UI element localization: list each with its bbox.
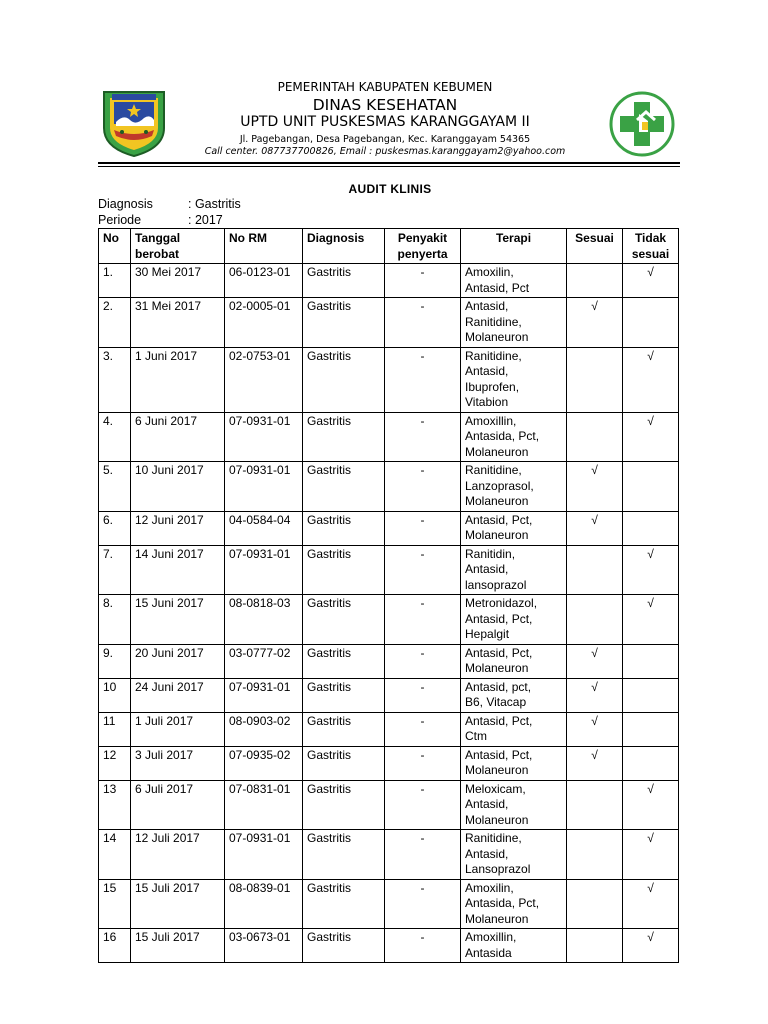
row-therapy xyxy=(461,644,567,678)
therapy-line: Antasid, Pct, xyxy=(465,512,533,527)
row-appropriate-mark xyxy=(567,879,623,929)
row-rm: 07-0931-01 xyxy=(225,412,303,462)
row-appropriate-mark xyxy=(567,830,623,880)
therapy-line: Ranitidine, xyxy=(465,463,522,477)
header-not-line2: sesuai xyxy=(631,246,670,261)
row-appropriate-mark xyxy=(567,929,623,963)
header-not-line1: Tidak xyxy=(634,231,667,245)
row-date: 6 Juni 2017 xyxy=(131,412,225,462)
row-no: 3. xyxy=(99,347,131,412)
row-date: 14 Juni 2017 xyxy=(131,545,225,595)
row-comorbid: - xyxy=(385,412,461,462)
row-not-appropriate-mark xyxy=(623,712,679,746)
row-date: 24 Juni 2017 xyxy=(131,678,225,712)
header-comorbid-line1: Penyakit xyxy=(397,231,448,245)
row-not-appropriate-mark: √ xyxy=(623,929,679,963)
row-date: 12 Juli 2017 xyxy=(131,830,225,880)
row-comorbid: - xyxy=(385,830,461,880)
government-line: PEMERINTAH KABUPATEN KEBUMEN xyxy=(277,80,493,94)
row-date: 30 Mei 2017 xyxy=(131,264,225,298)
therapy-line: Metronidazol, xyxy=(465,596,538,610)
table-row xyxy=(99,347,679,412)
row-comorbid: - xyxy=(385,264,461,298)
row-not-appropriate-mark xyxy=(623,678,679,712)
row-rm: 07-0931-01 xyxy=(225,545,303,595)
row-comorbid: - xyxy=(385,511,461,545)
row-comorbid: - xyxy=(385,678,461,712)
address-line: Jl. Pagebangan, Desa Pagebangan, Kec. Karanggayam 54365 xyxy=(239,134,531,145)
therapy-line: Molaneuron xyxy=(465,812,529,827)
therapy-line: Amoxilin, xyxy=(465,265,514,279)
therapy-line: Antasid, xyxy=(465,846,509,861)
table-row xyxy=(99,746,679,780)
therapy-line: Ranitidin, xyxy=(465,546,516,561)
therapy-line: Molaneuron xyxy=(465,330,529,344)
audit-table xyxy=(98,228,679,963)
table-row xyxy=(99,545,679,595)
row-comorbid: - xyxy=(385,929,461,963)
row-date: 15 Juli 2017 xyxy=(131,879,225,929)
row-therapy xyxy=(461,780,567,830)
row-rm: 07-0931-01 xyxy=(225,462,303,512)
row-diagnosis: Gastritis xyxy=(303,347,385,412)
row-rm: 02-0005-01 xyxy=(225,298,303,348)
therapy-line: Amoxilin, xyxy=(465,880,514,895)
row-diagnosis: Gastritis xyxy=(303,412,385,462)
row-rm: 08-0818-03 xyxy=(225,595,303,645)
row-therapy xyxy=(461,511,567,545)
header-date-line2: berobat xyxy=(135,246,180,261)
row-therapy xyxy=(461,545,567,595)
letterhead-rule-thin xyxy=(98,166,680,167)
therapy-line: Molaneuron xyxy=(465,444,529,459)
therapy-line: Antasid, Pct xyxy=(465,280,530,295)
table-row xyxy=(99,678,679,712)
table-row xyxy=(99,298,679,348)
row-diagnosis: Gastritis xyxy=(303,830,385,880)
header-date-line1: Tanggal xyxy=(135,231,181,245)
diagnosis-value: : Gastritis xyxy=(188,197,241,211)
therapy-line: Antasid, xyxy=(465,562,509,576)
row-diagnosis: Gastritis xyxy=(303,545,385,595)
therapy-line: Ibuprofen, xyxy=(465,379,520,394)
contact-line: Call center. 087737700826, Email : puskesmas.karanggayam2@yahoo.com xyxy=(204,146,566,157)
therapy-line: Amoxillin, xyxy=(465,413,517,428)
table-row xyxy=(99,780,679,830)
row-therapy xyxy=(461,830,567,880)
header-comorbid xyxy=(385,229,461,264)
row-not-appropriate-mark: √ xyxy=(623,545,679,595)
table-row xyxy=(99,830,679,880)
row-rm: 07-0931-01 xyxy=(225,830,303,880)
table-row xyxy=(99,712,679,746)
row-not-appropriate-mark: √ xyxy=(623,264,679,298)
row-appropriate-mark: √ xyxy=(567,462,623,512)
table-row xyxy=(99,595,679,645)
therapy-line: Ranitidine, xyxy=(465,348,522,363)
row-comorbid: - xyxy=(385,712,461,746)
table-row xyxy=(99,462,679,512)
row-therapy xyxy=(461,298,567,348)
row-date: 6 Juli 2017 xyxy=(131,780,225,830)
row-therapy xyxy=(461,412,567,462)
row-date: 1 Juli 2017 xyxy=(131,712,225,746)
row-date: 12 Juni 2017 xyxy=(131,511,225,545)
row-appropriate-mark xyxy=(567,545,623,595)
header-rm: No RM xyxy=(225,229,303,264)
therapy-line: Molaneuron xyxy=(465,911,529,926)
period-row xyxy=(98,213,223,227)
therapy-line: Lanzoprasol, xyxy=(465,478,534,493)
therapy-line: Antasid, Pct, xyxy=(465,747,533,762)
row-diagnosis: Gastritis xyxy=(303,678,385,712)
row-rm: 03-0777-02 xyxy=(225,644,303,678)
row-no: 8. xyxy=(99,595,131,645)
row-not-appropriate-mark: √ xyxy=(623,412,679,462)
therapy-line: Antasid, Pct, xyxy=(465,713,533,728)
row-therapy xyxy=(461,712,567,746)
row-no: 16 xyxy=(99,929,131,963)
therapy-line: Antasida xyxy=(465,945,512,960)
row-appropriate-mark xyxy=(567,264,623,298)
row-not-appropriate-mark xyxy=(623,298,679,348)
row-no: 4. xyxy=(99,412,131,462)
row-comorbid: - xyxy=(385,644,461,678)
row-appropriate-mark: √ xyxy=(567,678,623,712)
row-date: 20 Juni 2017 xyxy=(131,644,225,678)
header-appropriate: Sesuai xyxy=(567,229,623,264)
therapy-line: lansoprazol xyxy=(465,577,527,592)
table-row xyxy=(99,511,679,545)
row-appropriate-mark xyxy=(567,412,623,462)
row-date: 31 Mei 2017 xyxy=(131,298,225,348)
row-no: 13 xyxy=(99,780,131,830)
row-diagnosis: Gastritis xyxy=(303,462,385,512)
therapy-line: Antasida, Pct, xyxy=(465,429,540,443)
header-not-appropriate xyxy=(623,229,679,264)
row-diagnosis: Gastritis xyxy=(303,511,385,545)
puskesmas-logo-icon xyxy=(608,90,676,158)
row-comorbid: - xyxy=(385,780,461,830)
row-therapy xyxy=(461,879,567,929)
letterhead-rule-thick xyxy=(98,162,680,164)
therapy-line: Meloxicam, xyxy=(465,781,526,796)
row-comorbid: - xyxy=(385,595,461,645)
therapy-line: Antasida, Pct, xyxy=(465,896,540,910)
period-value: : 2017 xyxy=(188,213,223,227)
therapy-line: Hepalgit xyxy=(465,627,510,641)
row-rm: 07-0935-02 xyxy=(225,746,303,780)
therapy-line: Vitabion xyxy=(465,395,509,409)
therapy-line: Amoxillin, xyxy=(465,930,517,944)
header-no: No xyxy=(99,229,131,264)
therapy-line: Ctm xyxy=(465,729,487,743)
department-line: DINAS KESEHATAN xyxy=(312,96,458,114)
row-rm: 02-0753-01 xyxy=(225,347,303,412)
header-comorbid-line2: penyerta xyxy=(397,246,448,261)
row-no: 11 xyxy=(99,712,131,746)
row-date: 1 Juni 2017 xyxy=(131,347,225,412)
diagnosis-row xyxy=(98,197,241,211)
row-date: 10 Juni 2017 xyxy=(131,462,225,512)
row-rm: 07-0931-01 xyxy=(225,678,303,712)
therapy-line: Lansoprazol xyxy=(465,862,531,876)
audit-table-body xyxy=(99,264,679,963)
row-therapy xyxy=(461,347,567,412)
row-comorbid: - xyxy=(385,462,461,512)
row-rm: 04-0584-04 xyxy=(225,511,303,545)
row-no: 12 xyxy=(99,746,131,780)
row-appropriate-mark: √ xyxy=(567,298,623,348)
row-not-appropriate-mark: √ xyxy=(623,830,679,880)
row-diagnosis: Gastritis xyxy=(303,879,385,929)
document-title: AUDIT KLINIS xyxy=(348,182,432,196)
row-therapy xyxy=(461,746,567,780)
row-appropriate-mark xyxy=(567,595,623,645)
therapy-line: B6, Vitacap xyxy=(465,695,527,709)
row-not-appropriate-mark: √ xyxy=(623,780,679,830)
row-date: 15 Juli 2017 xyxy=(131,929,225,963)
row-appropriate-mark: √ xyxy=(567,746,623,780)
row-appropriate-mark: √ xyxy=(567,644,623,678)
row-diagnosis: Gastritis xyxy=(303,595,385,645)
row-diagnosis: Gastritis xyxy=(303,929,385,963)
row-not-appropriate-mark: √ xyxy=(623,879,679,929)
row-diagnosis: Gastritis xyxy=(303,264,385,298)
row-not-appropriate-mark xyxy=(623,511,679,545)
row-appropriate-mark: √ xyxy=(567,712,623,746)
row-no: 10 xyxy=(99,678,131,712)
kebumen-regency-emblem-icon xyxy=(100,88,168,158)
row-not-appropriate-mark: √ xyxy=(623,347,679,412)
row-not-appropriate-mark xyxy=(623,462,679,512)
therapy-line: Molaneuron xyxy=(465,528,529,542)
therapy-line: Ranitidine, xyxy=(465,314,522,329)
row-no: 5. xyxy=(99,462,131,512)
row-rm: 06-0123-01 xyxy=(225,264,303,298)
table-row xyxy=(99,412,679,462)
therapy-line: Molaneuron xyxy=(465,494,529,508)
row-therapy xyxy=(461,595,567,645)
row-not-appropriate-mark: √ xyxy=(623,595,679,645)
header-therapy: Terapi xyxy=(461,229,567,264)
header-diagnosis: Diagnosis xyxy=(303,229,385,264)
row-therapy xyxy=(461,462,567,512)
row-no: 15 xyxy=(99,879,131,929)
row-date: 3 Juli 2017 xyxy=(131,746,225,780)
therapy-line: Antasid, Pct, xyxy=(465,611,533,626)
row-therapy xyxy=(461,929,567,963)
table-row xyxy=(99,929,679,963)
therapy-line: Ranitidine, xyxy=(465,831,522,845)
row-appropriate-mark xyxy=(567,780,623,830)
table-row xyxy=(99,879,679,929)
row-appropriate-mark xyxy=(567,347,623,412)
row-diagnosis: Gastritis xyxy=(303,644,385,678)
row-date: 15 Juni 2017 xyxy=(131,595,225,645)
row-not-appropriate-mark xyxy=(623,746,679,780)
row-diagnosis: Gastritis xyxy=(303,298,385,348)
table-row xyxy=(99,644,679,678)
row-therapy xyxy=(461,264,567,298)
row-no: 9. xyxy=(99,644,131,678)
therapy-line: Antasid, xyxy=(465,299,509,313)
row-comorbid: - xyxy=(385,746,461,780)
row-no: 2. xyxy=(99,298,131,348)
therapy-line: Antasid, pct, xyxy=(465,679,532,694)
row-no: 14 xyxy=(99,830,131,880)
row-no: 7. xyxy=(99,545,131,595)
row-rm: 08-0903-02 xyxy=(225,712,303,746)
row-rm: 07-0831-01 xyxy=(225,780,303,830)
row-rm: 03-0673-01 xyxy=(225,929,303,963)
row-rm: 08-0839-01 xyxy=(225,879,303,929)
row-diagnosis: Gastritis xyxy=(303,780,385,830)
therapy-line: Molaneuron xyxy=(465,661,529,675)
table-header-row xyxy=(99,229,679,264)
period-label: Periode xyxy=(98,213,142,227)
row-comorbid: - xyxy=(385,879,461,929)
table-row xyxy=(99,264,679,298)
row-appropriate-mark: √ xyxy=(567,511,623,545)
row-no: 6. xyxy=(99,511,131,545)
therapy-line: Antasid, Pct, xyxy=(465,645,533,660)
row-not-appropriate-mark xyxy=(623,644,679,678)
therapy-line: Antasid, xyxy=(465,797,509,811)
therapy-line: Molaneuron xyxy=(465,763,529,777)
health-center-line: UPTD UNIT PUSKESMAS KARANGGAYAM II xyxy=(240,114,530,130)
row-diagnosis: Gastritis xyxy=(303,746,385,780)
row-comorbid: - xyxy=(385,298,461,348)
row-diagnosis: Gastritis xyxy=(303,712,385,746)
row-no: 1. xyxy=(99,264,131,298)
row-therapy xyxy=(461,678,567,712)
row-comorbid: - xyxy=(385,347,461,412)
therapy-line: Antasid, xyxy=(465,364,509,378)
diagnosis-label: Diagnosis xyxy=(98,197,153,211)
row-comorbid: - xyxy=(385,545,461,595)
header-date xyxy=(131,229,225,264)
